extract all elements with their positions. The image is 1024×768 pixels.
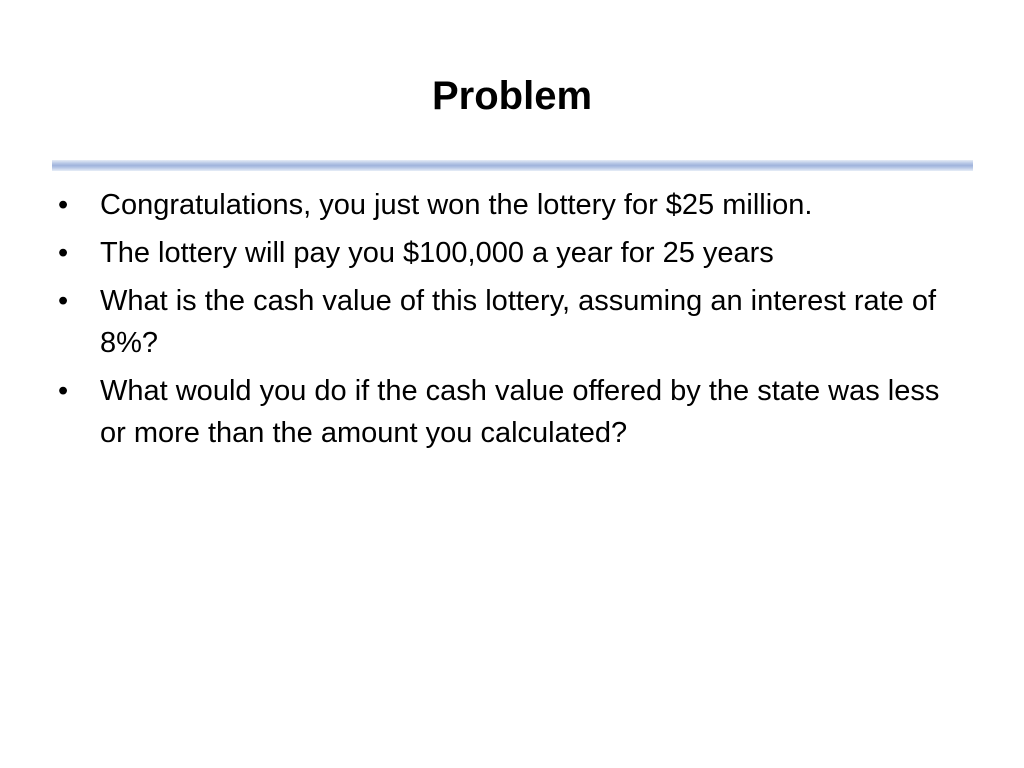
- title-divider: [52, 160, 973, 171]
- bullet-list: [58, 184, 968, 460]
- bullet-point-icon: •: [58, 189, 69, 221]
- bullet-item: [58, 370, 968, 454]
- bullet-text: What is the cash value of this lottery, assuming an interest rate of 8%?: [100, 285, 937, 359]
- bullet-text: What would you do if the cash value offered by the state was less or more than the amount you calculated?: [100, 375, 940, 449]
- bullet-point-icon: •: [58, 237, 69, 269]
- bullet-item: [58, 232, 968, 274]
- bullet-point-icon: •: [58, 285, 69, 317]
- bullet-point-icon: •: [58, 375, 69, 407]
- slide-title: Problem: [431, 74, 593, 118]
- bullet-text: Congratulations, you just won the lottery for $25 million.: [100, 189, 813, 221]
- bullet-item: [58, 184, 968, 226]
- bullet-item: [58, 280, 968, 364]
- bullet-text: The lottery will pay you $100,000 a year for 25 years: [100, 237, 774, 269]
